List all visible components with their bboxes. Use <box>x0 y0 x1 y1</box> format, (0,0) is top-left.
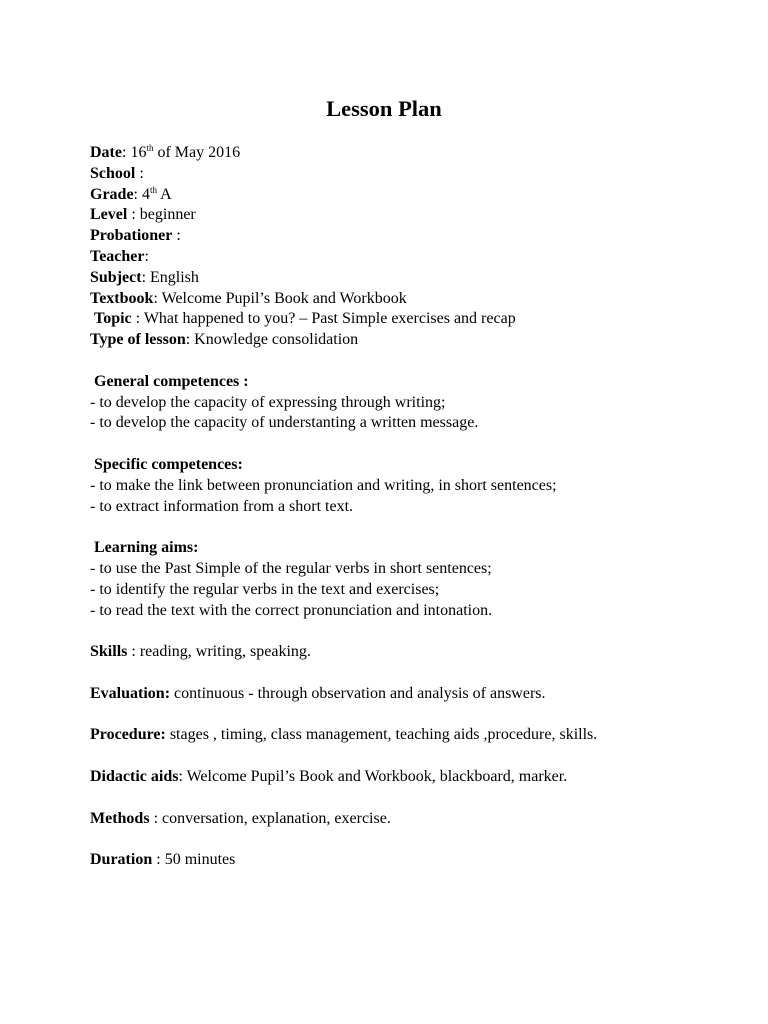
level-separator: : <box>127 206 140 224</box>
page-title: Lesson Plan <box>326 96 442 121</box>
date-separator: : <box>121 144 131 161</box>
level-label: Level <box>90 206 128 224</box>
spacer <box>90 829 730 850</box>
school-line <box>90 164 730 185</box>
textbook-label: Textbook <box>90 289 154 307</box>
subject-value: English <box>150 268 199 286</box>
grade-suffix: th <box>150 184 158 195</box>
methods-line <box>90 809 730 830</box>
general-competence-item: - to develop the capacity of understanting a written message. <box>90 414 479 432</box>
skills-separator: : <box>127 643 140 661</box>
learning-aim-item: - to identify the regular verbs in the text and exercises; <box>90 580 440 598</box>
grade-number: 4 <box>142 185 150 203</box>
spacer <box>90 705 730 726</box>
methods-value: conversation, explanation, exercise. <box>162 809 391 827</box>
probationer-line <box>90 226 730 247</box>
subject-label: Subject <box>90 268 142 286</box>
general-competences-heading: General competences : <box>94 372 249 390</box>
date-day-suffix: th <box>146 143 154 153</box>
lesson-type-separator: : <box>185 331 195 349</box>
methods-label: Methods <box>90 809 150 827</box>
teacher-separator: : <box>144 247 149 265</box>
didactic-aids-line <box>90 767 730 788</box>
specific-competences-heading: Specific competences: <box>94 455 243 473</box>
methods-separator: : <box>149 809 163 827</box>
date-line <box>90 143 730 164</box>
evaluation-line <box>90 684 730 705</box>
spacer <box>90 663 730 684</box>
procedure-label: Procedure: <box>90 726 166 744</box>
textbook-line <box>90 289 730 310</box>
skills-label: Skills <box>90 643 128 661</box>
procedure-line <box>90 725 730 746</box>
textbook-value: Welcome Pupil’s Book and Workbook <box>161 289 407 307</box>
topic-label: Topic <box>94 310 132 328</box>
skills-value: reading, writing, speaking. <box>139 643 311 661</box>
textbook-separator: : <box>153 289 162 307</box>
skills-line <box>90 642 730 663</box>
specific-competence-item: - to make the link between pronunciation and writing, in short sentences; <box>90 476 557 494</box>
grade-label: Grade <box>90 185 134 203</box>
learning-aims-heading: Learning aims: <box>94 539 199 557</box>
grade-line <box>90 185 730 206</box>
learning-aim-item: - to use the Past Simple of the regular verbs in short sentences; <box>90 559 492 577</box>
grade-rest: A <box>157 185 172 203</box>
level-value: beginner <box>139 206 196 224</box>
lesson-type-label: Type of lesson <box>90 331 186 349</box>
duration-line <box>90 850 730 871</box>
grade-separator: : <box>133 185 142 203</box>
date-label: Date <box>90 144 122 161</box>
topic-line <box>90 309 730 330</box>
evaluation-value: continuous - through observation and analysis of answers. <box>174 684 546 702</box>
lesson-type-line <box>90 330 730 351</box>
general-competence-item: - to develop the capacity of expressing through writing; <box>90 393 446 411</box>
evaluation-label: Evaluation: <box>90 684 171 702</box>
didactic-aids-separator: : <box>178 767 187 785</box>
school-label: School <box>90 164 136 182</box>
topic-value: What happened to you? – Past Simple exercises and recap <box>143 310 516 328</box>
school-separator: : <box>135 164 144 182</box>
lesson-details <box>90 143 730 871</box>
date-day: 16 <box>130 144 147 161</box>
duration-label: Duration <box>90 851 153 869</box>
duration-separator: : <box>152 851 165 869</box>
probationer-label: Probationer <box>90 227 173 245</box>
date-rest: of May 2016 <box>153 144 241 161</box>
subject-separator: : <box>141 268 151 286</box>
procedure-value: stages , timing, class management, teaching aids ,procedure, skills. <box>169 726 598 744</box>
lesson-type-value: Knowledge consolidation <box>194 331 359 349</box>
learning-aim-item: - to read the text with the correct pronunciation and intonation. <box>90 601 493 619</box>
teacher-line <box>90 247 730 268</box>
topic-separator: : <box>131 310 144 328</box>
probationer-separator: : <box>172 227 181 245</box>
subject-line <box>90 268 730 289</box>
spacer <box>90 517 730 538</box>
spacer <box>90 621 730 642</box>
specific-competence-item: - to extract information from a short text. <box>90 497 354 515</box>
duration-value: 50 minutes <box>164 851 236 869</box>
spacer <box>90 746 730 767</box>
spacer <box>90 434 730 455</box>
teacher-label: Teacher <box>90 247 145 265</box>
didactic-aids-value: Welcome Pupil’s Book and Workbook, blackboard, marker. <box>186 767 568 785</box>
spacer <box>90 788 730 809</box>
spacer <box>90 351 730 372</box>
level-line <box>90 205 730 226</box>
didactic-aids-label: Didactic aids <box>90 767 179 785</box>
